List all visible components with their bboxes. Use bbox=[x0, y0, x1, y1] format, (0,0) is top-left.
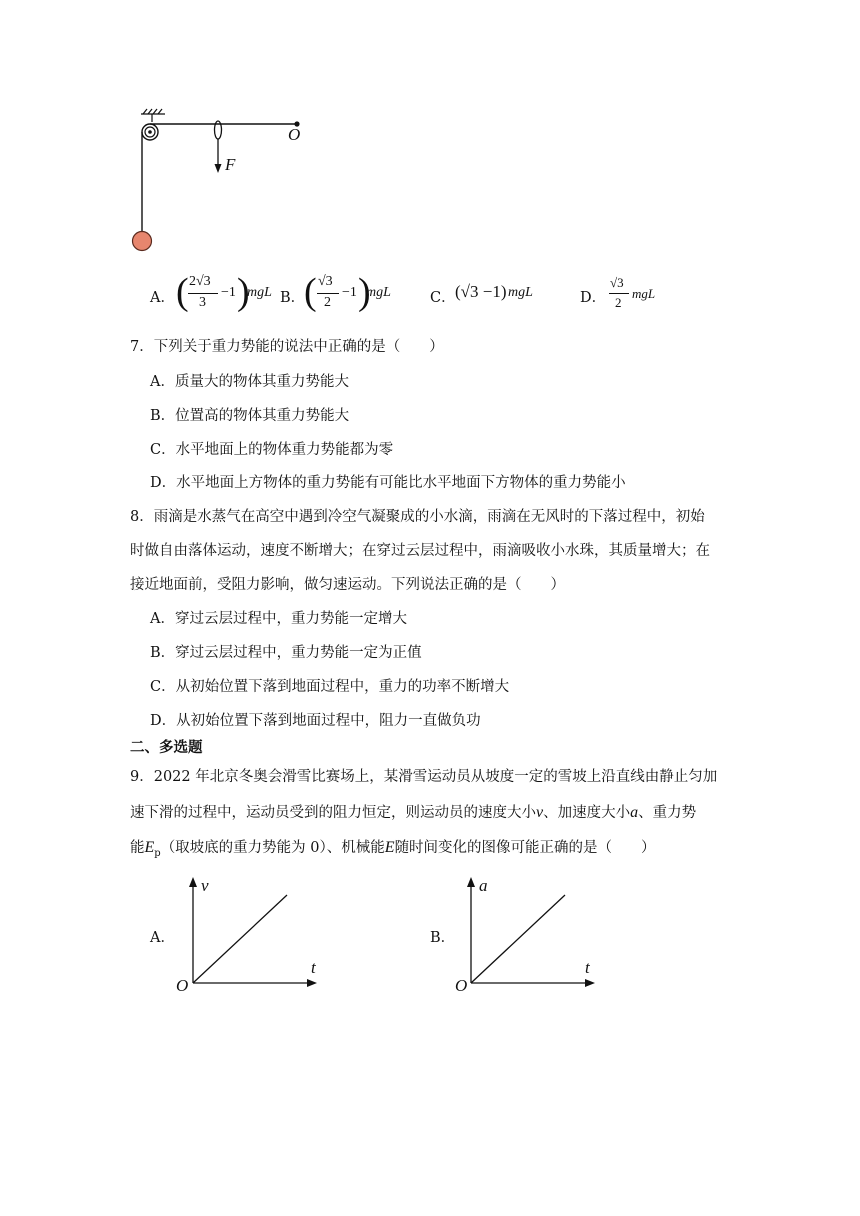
q7-option-d[interactable]: D．水平地面上方物体的重力势能有可能比水平地面下方物体的重力势能小 bbox=[150, 475, 626, 491]
q9-graph-a[interactable] bbox=[175, 875, 325, 1000]
q9-line-2: 速下滑的过程中，运动员受到的阻力恒定，则运动员的速度大小v、加速度大小a、重力势 bbox=[130, 804, 697, 821]
ceiling-hatch bbox=[141, 109, 165, 114]
q7-option-c[interactable]: C．水平地面上的物体重力势能都为零 bbox=[150, 442, 394, 458]
q8-option-a[interactable]: A．穿过云层过程中，重力势能一定增大 bbox=[150, 611, 407, 627]
q9-graph-b-origin: O bbox=[455, 976, 468, 995]
q9-graph-b-xlabel: t bbox=[585, 958, 590, 977]
q7-stem: 7．下列关于重力势能的说法中正确的是（ ） bbox=[130, 339, 444, 355]
section-heading: 二、多选题 bbox=[130, 739, 203, 756]
label-o: O bbox=[288, 125, 301, 144]
q8-option-d[interactable]: D．从初始位置下落到地面过程中，阻力一直做负功 bbox=[150, 713, 481, 729]
q9-graph-a-ylabel: v bbox=[201, 876, 209, 895]
q8-stem-line-3: 接近地面前，受阻力影响，做匀速运动。下列说法正确的是（ ） bbox=[130, 577, 565, 593]
q8-option-c[interactable]: C．从初始位置下落到地面过程中，重力的功率不断增大 bbox=[150, 679, 510, 695]
velocity-line bbox=[193, 895, 287, 983]
q6-option-d[interactable]: D． √3 2 mgL bbox=[580, 275, 656, 310]
q9-option-a-label[interactable]: A． bbox=[150, 930, 175, 946]
q9-graph-b[interactable] bbox=[453, 875, 603, 1000]
q8-stem-line-1: 8．雨滴是水蒸气在高空中遇到冷空气凝聚成的小水滴，雨滴在无风时的下落过程中，初始 bbox=[130, 509, 705, 525]
q9-graph-b-ylabel: a bbox=[479, 876, 488, 895]
q9-line-3: 能$E_p$（取坡底的重力势能为 0）、机械能E随时间变化的图像可能正确的是（ ） bbox=[130, 839, 656, 859]
q9-option-b-label[interactable]: B． bbox=[430, 930, 456, 946]
acceleration-line bbox=[471, 895, 565, 983]
q7-option-a[interactable]: A．质量大的物体其重力势能大 bbox=[150, 374, 349, 390]
q9-graph-a-xlabel: t bbox=[311, 958, 316, 977]
q8-option-b[interactable]: B．穿过云层过程中，重力势能一定为正值 bbox=[150, 645, 422, 661]
ball-icon bbox=[133, 232, 152, 251]
q9-line-1: 9．2022 年北京冬奥会滑雪比赛场上，某滑雪运动员从坡度一定的雪坡上沿直线由静止匀加 bbox=[130, 769, 718, 785]
q6-option-b[interactable]: B． ( √3 2 −1 ) mgL bbox=[280, 271, 391, 313]
q9-graph-a-origin: O bbox=[176, 976, 189, 995]
label-f: F bbox=[225, 155, 236, 174]
q6-option-c[interactable]: C． (√3 −1) mgL bbox=[430, 282, 533, 306]
q7-option-b[interactable]: B．位置高的物体其重力势能大 bbox=[150, 408, 350, 424]
q6-option-a[interactable]: A． ( 2√3 3 −1 ) mgL bbox=[150, 271, 272, 313]
q8-stem-line-2: 时做自由落体运动，速度不断增大；在穿过云层过程中，雨滴吸收小水珠，其质量增大；在 bbox=[130, 543, 710, 559]
